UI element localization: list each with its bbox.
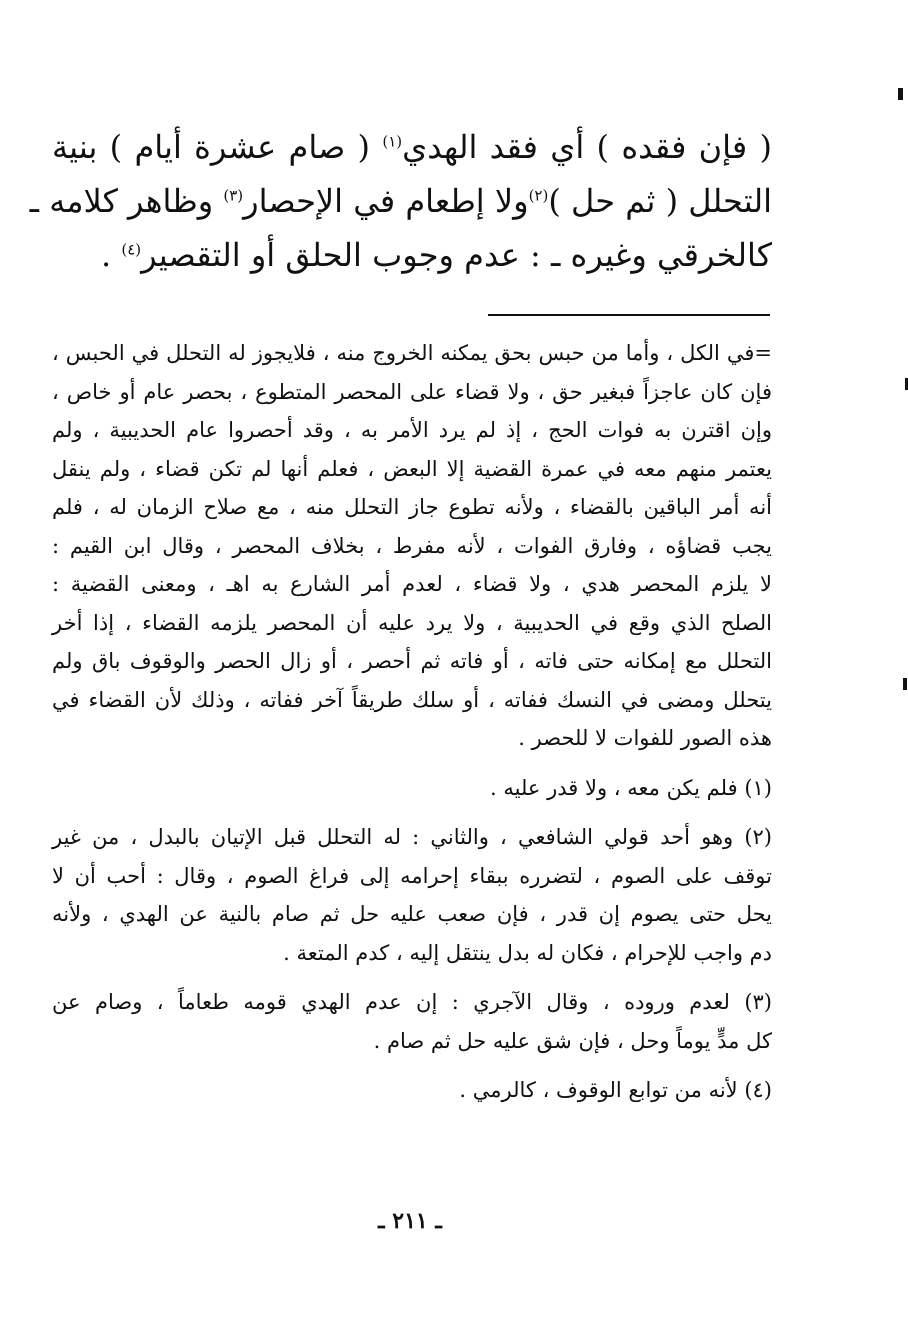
footnote-ref: (١) [382, 132, 403, 151]
footnote-separator [488, 314, 770, 316]
main-text-line: ( فإن فقده ) أي فقد الهدي$^{(١)}$ ( صام عشرة أيام ) بنية [52, 128, 773, 166]
footnote-ref: (٤) [121, 240, 142, 259]
footnote-2 [52, 818, 772, 972]
margin-mark [898, 88, 903, 100]
note-line: يتحلل ومضى في النسك ففاته ، أو سلك طريقاً آخر ففاته ، وذلك لأن القضاء في [52, 687, 772, 712]
footnote-1 [52, 769, 772, 808]
note-line: لا يلزم المحصر هدي ، ولا قضاء ، لعدم أمر الشارع به اهـ ، ومعنى القضية : [52, 572, 772, 596]
main-text [29, 120, 773, 282]
note-line: (١) فلم يكن معه ، ولا قدر عليه . [490, 775, 772, 800]
note-line: (٤) لأنه من توابع الوقوف ، كالرمي . [459, 1078, 772, 1102]
note-line: يحل حتى يصوم إن قدر ، فإن صعب عليه حل ثم صام بالنية عن الهدي ، ولأنه [52, 902, 772, 926]
note-line: وإن اقترن به فوات الحج ، إذ لم يرد الأمر به ، وقد أحصروا عام الحديبية ، ولم [52, 418, 772, 442]
note-line: دم واجب للإحرام ، فكان له بدل ينتقل إليه ، كدم المتعة . [283, 940, 772, 965]
note-line: (٢) وهو أحد قولي الشافعي ، والثاني : له التحلل قبل الإتيان بالبدل ، من غير [52, 825, 772, 849]
note-line: كل مدٍّ يوماً وحل ، فإن شق عليه حل ثم صام . [373, 1028, 772, 1053]
continuation-note [52, 334, 772, 758]
note-line: الصلح الذي وقع في الحديبية ، ولا يرد عليه أن المحصر يلزمه القضاء ، إذا أخر [52, 610, 772, 635]
margin-mark [903, 678, 907, 690]
note-line: فإن كان عاجزاً فبغير حق ، ولا قضاء على المحصر المتطوع ، بحصر عام أو خاص ، [52, 379, 772, 404]
note-line: التحلل مع إمكانه حتى فاته ، أو فاته ثم أحصر ، أو زال الحصر والوقوف باق ولم [52, 649, 772, 673]
footnote-ref: (٣) [223, 186, 244, 205]
footnote-ref: (٢) [528, 186, 549, 205]
footnote-4 [52, 1071, 772, 1110]
note-line: =في الكل ، وأما من حبس بحق يمكنه الخروج منه ، فلايجوز له التحلل في الحبس ، [52, 341, 772, 365]
footnote-3 [52, 983, 772, 1060]
footnotes-section [52, 334, 772, 1110]
note-line: أنه أمر الباقين بالقضاء ، ولأنه تطوع جاز التحلل منه ، مع صلاح الزمان له ، فلم [52, 495, 772, 519]
note-line: (٣) لعدم وروده ، وقال الآجري : إن عدم الهدي قومه طعاماً ، وصام عن [52, 990, 772, 1014]
main-text-line: التحلل ( ثم حل )$^{(٢)}$ولا إطعام في الإحصار$^{(٣)}$ وظاهر كلامه ـ [29, 182, 772, 220]
note-line: هذه الصور للفوات لا للحصر . [518, 726, 772, 750]
page-number: ـ ٢١١ ـ [378, 1208, 442, 1234]
note-line: يعتمر منهم معه في عمرة القضية إلا البعض ، فعلم أنها لم تكن قضاء ، ولم ينقل [52, 456, 772, 481]
main-text-line: كالخرقي وغيره ـ : عدم وجوب الحلق أو التقصير$^{(٤)}$ . [101, 236, 772, 274]
note-line: يجب قضاؤه ، وفارق الفوات ، لأنه مفرط ، بخلاف المحصر ، وقال ابن القيم : [52, 533, 772, 558]
note-line: توقف على الصوم ، لتضرره ببقاء إحرامه إلى فراغ الصوم ، وقال : أحب أن لا [52, 863, 772, 888]
